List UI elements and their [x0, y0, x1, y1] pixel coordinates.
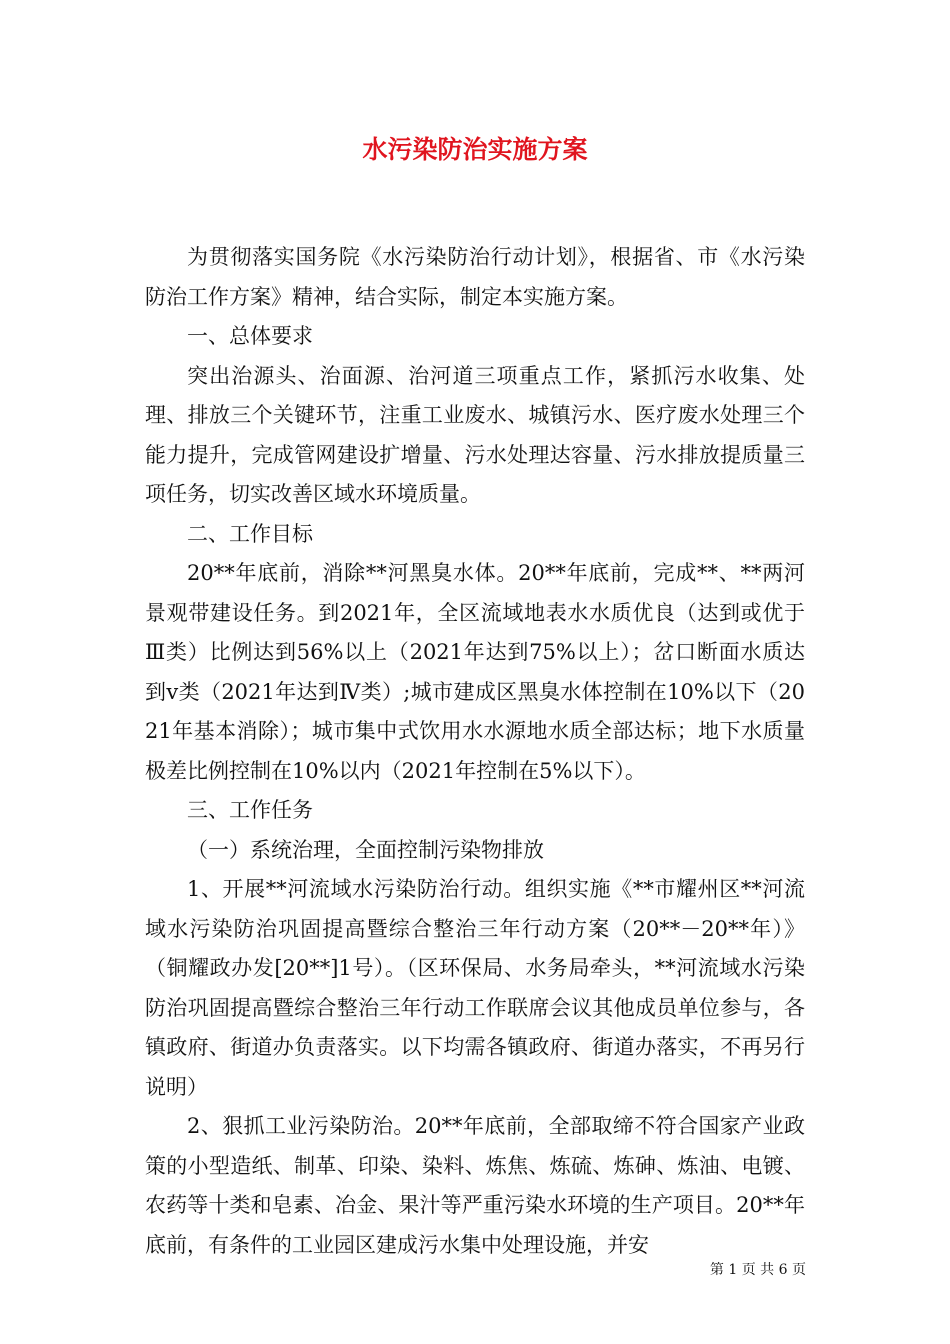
intro-paragraph: 为贯彻落实国务院《水污染防治行动计划》，根据省、市《水污染防治工作方案》精神，结合实际，制定本实施方案。	[145, 245, 805, 309]
task-paragraph-1: 1、开展**河流域水污染防治行动。组织实施《**市耀州区**河流域水污染防治巩固提高暨综合整治三年行动方案（20**－20**年）》（铜耀政办发[20**]1号）。（区环保局、水务局牵头，**河流域水污染防治巩固提高暨综合整治三年行动工作联席会议其他成员单位参与，各镇政府、街道办负责落实。以下均需各镇政府、街道办落实，不再另行说明）	[145, 877, 805, 1099]
section-heading-work-tasks: 三、工作任务	[187, 798, 313, 822]
section-heading-general-requirements: 一、总体要求	[187, 324, 313, 348]
task-paragraph-2: 2、狠抓工业污染防治。20**年底前，全部取缔不符合国家产业政策的小型造纸、制革、印染、染料、炼焦、炼硫、炼砷、炼油、电镀、农药等十类和皂素、冶金、果汁等严重污染水环境的生产项目。20**年底前，有条件的工业园区建成污水集中处理设施，并安	[145, 1114, 805, 1257]
general-requirements-paragraph: 突出治源头、治面源、治河道三项重点工作，紧抓污水收集、处理、排放三个关键环节，注重工业废水、城镇污水、医疗废水处理三个能力提升，完成管网建设扩增量、污水处理达容量、污水排放提质量三项任务，切实改善区域水环境质量。	[145, 363, 805, 506]
document-body	[145, 238, 805, 1265]
work-goals-paragraph: 20**年底前，消除**河黑臭水体。20**年底前，完成**、**两河景观带建设任务。到2021年，全区流域地表水水质优良（达到或优于Ⅲ类）比例达到56%以上（2021年达到75%以上）；岔口断面水质达到ⅴ类（2021年达到Ⅳ类）;城市建成区黑臭水体控制在10%以下（2021年基本消除）；城市集中式饮用水水源地水质全部达标；地下水质量极差比例控制在10%以内（2021年控制在5%以下）。	[145, 561, 805, 783]
document-title: 水污染防治实施方案	[362, 135, 588, 164]
page-number-footer: 第 1 页 共 6 页	[709, 1262, 806, 1278]
section-heading-work-goals: 二、工作目标	[187, 521, 313, 546]
subsection-heading-systematic-governance: （一）系统治理，全面控制污染物排放	[187, 837, 544, 862]
